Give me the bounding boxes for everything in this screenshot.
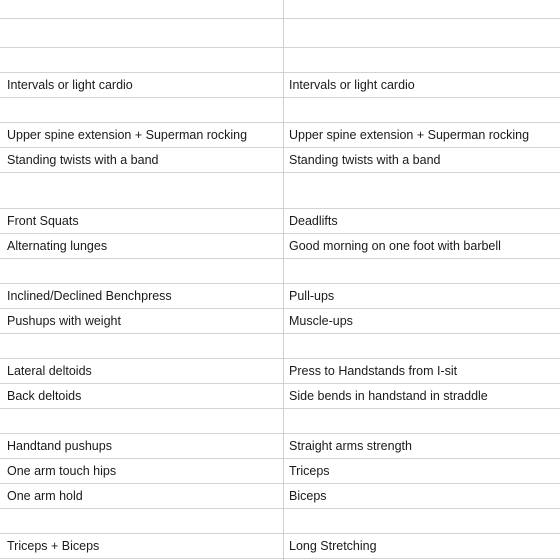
table-row [0,359,560,384]
cell-right[interactable]: Straight arms strength [289,439,412,453]
table-row [0,434,560,459]
cell-left[interactable]: Triceps + Biceps [7,539,100,553]
cell-left[interactable]: Lateral deltoids [7,364,92,378]
table-row [0,334,560,359]
cell-right[interactable]: Side bends in handstand in straddle [289,389,488,403]
cell-left[interactable]: Intervals or light cardio [7,78,133,92]
table-row [0,148,560,173]
table-row [0,484,560,509]
cell-right[interactable]: Triceps [289,464,330,478]
table-row [0,459,560,484]
cell-right[interactable]: Deadlifts [289,214,338,228]
table-row [0,534,560,559]
cell-left[interactable]: Upper spine extension + Superman rocking [7,128,248,142]
table-row [0,209,560,234]
cell-left[interactable]: Inclined/Declined Benchpress [7,289,172,303]
cell-left[interactable]: Handtand pushups [7,439,112,453]
table-row [0,409,560,434]
table-row [0,259,560,284]
table-row [0,73,560,98]
cell-right[interactable]: Good morning on one foot with barbell [289,239,501,253]
table-row [0,234,560,259]
cell-left[interactable]: Back deltoids [7,389,82,403]
table-row [0,98,560,123]
cell-right[interactable]: Press to Handstands from I-sit [289,364,458,378]
table-row [0,123,560,148]
table-row [0,284,560,309]
table-row [0,19,560,48]
table-row [0,48,560,73]
table-row [0,173,560,209]
cell-right[interactable]: Intervals or light cardio [289,78,415,92]
cell-left[interactable]: Alternating lunges [7,239,108,253]
table-row [0,0,560,19]
cell-left[interactable]: Standing twists with a band [7,153,159,167]
cell-left[interactable]: Front Squats [7,214,79,228]
cell-right[interactable]: Long Stretching [289,539,377,553]
cell-left[interactable]: Pushups with weight [7,314,121,328]
table-row [0,309,560,334]
table-row [0,384,560,409]
cell-right[interactable]: Muscle-ups [289,314,353,328]
cell-left[interactable]: One arm touch hips [7,464,117,478]
cell-left[interactable]: One arm hold [7,489,83,503]
cell-right[interactable]: Upper spine extension + Superman rocking [289,128,530,142]
cell-right[interactable]: Standing twists with a band [289,153,441,167]
cell-right[interactable]: Biceps [289,489,327,503]
table-row [0,509,560,534]
cell-right[interactable]: Pull-ups [289,289,335,303]
